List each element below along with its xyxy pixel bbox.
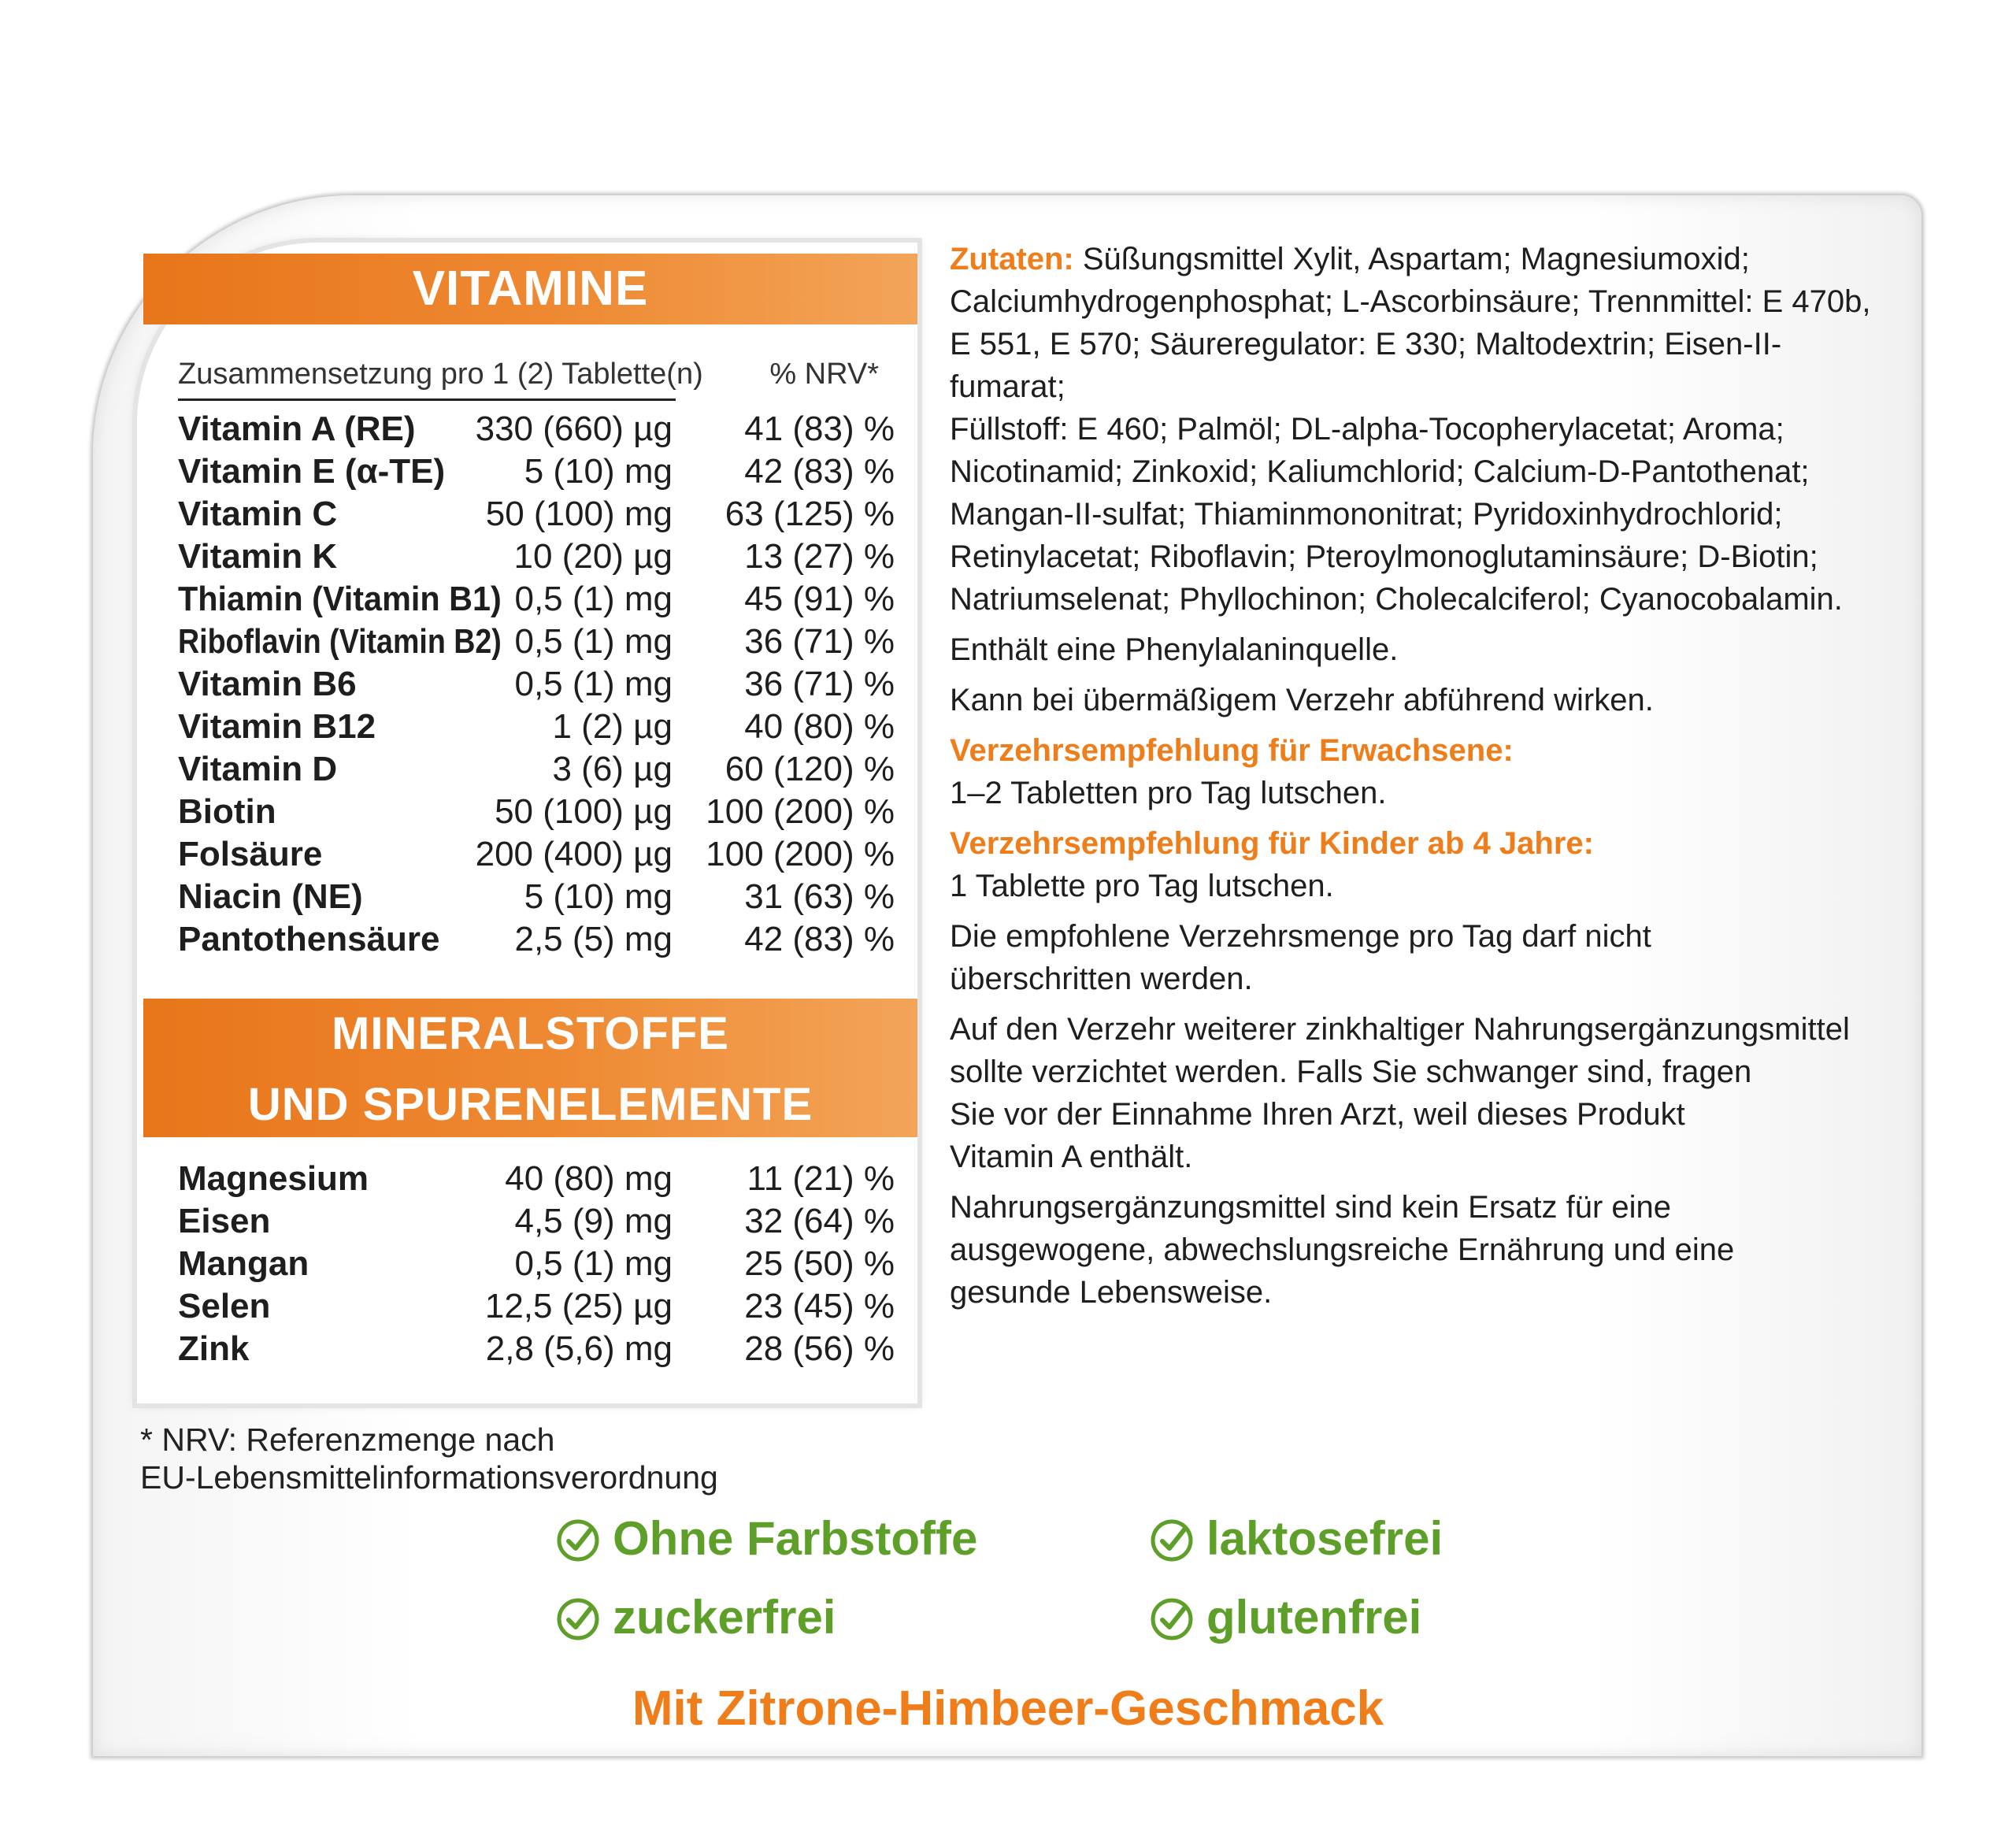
ingredients-line: Füllstoff: E 460; Palmöl; DL-alpha-Tocopherylacetat; Aroma; — [950, 412, 1784, 447]
nutrient-nrv: 41 (83) % — [744, 410, 895, 448]
nutrient-name: Mangan — [178, 1244, 309, 1283]
column-header-nrv: % NRV* — [769, 358, 879, 391]
ingredients-line: Natriumselenat; Phyllochinon; Cholecalciferol; Cyanocobalamin. — [950, 582, 1843, 617]
nutrient-nrv: 45 (91) % — [744, 580, 895, 618]
text-line: ausgewogene, abwechslungsreiche Ernährung und eine — [950, 1233, 1735, 1267]
mineralstoffe-heading-line2: UND SPURENELEMENTE — [247, 1079, 813, 1130]
nutrient-nrv: 63 (125) % — [724, 495, 895, 533]
text-line: überschritten werden. — [950, 962, 1253, 996]
nutrient-nrv: 42 (83) % — [744, 452, 895, 491]
mineral-row — [178, 1243, 895, 1285]
nutrient-name: Biotin — [178, 792, 276, 831]
vitamin-row — [178, 876, 895, 918]
nrv-footnote — [140, 1421, 718, 1496]
vitamin-row — [178, 621, 895, 663]
badge-label: laktosefrei — [1206, 1512, 1443, 1565]
nutrient-nrv: 42 (83) % — [744, 920, 895, 958]
text-line: gesunde Lebensweise. — [950, 1275, 1273, 1310]
nutrient-nrv: 36 (71) % — [744, 665, 895, 703]
ingredients-line: E 551, E 570; Säureregulator: E 330; Maltodextrin; Eisen-II-fumarat; — [950, 327, 1782, 404]
nutrient-amount: 10 (20) µg — [513, 537, 673, 576]
nutrient-nrv: 23 (45) % — [744, 1287, 895, 1325]
nutrient-name: Vitamin C — [178, 495, 338, 533]
nutrient-nrv: 32 (64) % — [744, 1202, 895, 1240]
nutrient-nrv: 100 (200) % — [706, 792, 895, 831]
vitamin-row — [178, 706, 895, 748]
dosage-limit-note — [950, 915, 1887, 1000]
badge-sugar-free — [556, 1588, 836, 1648]
nutrient-amount: 5 (10) mg — [524, 877, 673, 916]
ingredients-line: Retinylacetat; Riboflavin; Pteroylmonoglutaminsäure; D-Biotin; — [950, 539, 1818, 574]
footnote-line: * NRV: Referenzmenge nach — [140, 1422, 555, 1458]
badge-label: Ohne Farbstoffe — [613, 1512, 978, 1565]
nutrient-amount: 2,5 (5) mg — [514, 920, 673, 958]
nutrient-amount: 0,5 (1) mg — [514, 1244, 673, 1283]
nutrient-amount: 5 (10) mg — [524, 452, 673, 491]
check-circle-icon — [556, 1518, 600, 1562]
supplement-disclaimer — [950, 1186, 1887, 1314]
vitamin-row — [178, 578, 895, 621]
vitamin-row — [178, 748, 895, 791]
header-divider — [178, 398, 676, 401]
mineral-row — [178, 1285, 895, 1328]
text-line: sollte verzichtet werden. Falls Sie schwanger sind, fragen — [950, 1055, 1752, 1089]
vitamin-row — [178, 408, 895, 450]
nutrient-amount: 200 (400) µg — [475, 835, 673, 873]
nutrient-name: Vitamin D — [178, 750, 338, 788]
ingredients-line: Mangan-II-sulfat; Thiaminmononitrat; Pyridoxinhydrochlorid; — [950, 497, 1783, 532]
vitamin-row — [178, 918, 895, 961]
nutrient-name: Magnesium — [178, 1159, 369, 1198]
ingredients-label: Zutaten: — [950, 242, 1074, 276]
nutrient-nrv: 100 (200) % — [706, 835, 895, 873]
text-line: Auf den Verzehr weiterer zinkhaltiger Nahrungsergänzungsmittel — [950, 1012, 1850, 1047]
nutrient-nrv: 13 (27) % — [744, 537, 895, 576]
nutrient-name: Folsäure — [178, 835, 323, 873]
flavor-claim: Mit Zitrone-Himbeer-Geschmack — [632, 1681, 1384, 1736]
vitamin-row — [178, 493, 895, 536]
nutrient-amount: 0,5 (1) mg — [514, 622, 673, 661]
vitamin-row — [178, 833, 895, 876]
phenylalanine-note: Enthält eine Phenylalaninquelle. — [950, 632, 1399, 667]
vitamin-row — [178, 663, 895, 706]
text-line: Die empfohlene Verzehrsmenge pro Tag darf nicht — [950, 919, 1651, 954]
dosage-children-heading: Verzehrsempfehlung für Kinder ab 4 Jahre: — [950, 826, 1594, 861]
vitamin-row — [178, 536, 895, 578]
nutrient-amount: 0,5 (1) mg — [514, 580, 673, 618]
nutrient-name: Niacin (NE) — [178, 877, 363, 916]
badge-lactose-free — [1150, 1509, 1443, 1569]
nutrient-name: Vitamin B12 — [178, 707, 376, 746]
nutrient-amount: 1 (2) µg — [552, 707, 673, 746]
nutrient-nrv: 25 (50) % — [744, 1244, 895, 1283]
nutrient-name: Riboflavin (Vitamin B2) — [178, 622, 502, 661]
dosage-adults-heading: Verzehrsempfehlung für Erwachsene: — [950, 733, 1514, 768]
nutrient-amount: 0,5 (1) mg — [514, 665, 673, 703]
nutrient-amount: 2,8 (5,6) mg — [485, 1329, 673, 1368]
badge-label: zuckerfrei — [613, 1591, 836, 1644]
nutrient-nrv: 40 (80) % — [744, 707, 895, 746]
nutrient-name: Vitamin B6 — [178, 665, 357, 703]
nutrient-amount: 12,5 (25) µg — [484, 1287, 673, 1325]
nutrient-nrv: 11 (21) % — [747, 1159, 895, 1198]
dosage-children-text: 1 Tablette pro Tag lutschen. — [950, 869, 1334, 903]
badge-no-colorants — [556, 1509, 977, 1569]
badge-label: glutenfrei — [1206, 1591, 1422, 1644]
mineral-row — [178, 1158, 895, 1200]
text-line: Vitamin A enthält. — [950, 1140, 1193, 1174]
zinc-pregnancy-warning — [950, 1008, 1887, 1178]
mineral-row — [178, 1200, 895, 1243]
ingredients-line: Süßungsmittel Xylit, Aspartam; Magnesiumoxid; — [1073, 242, 1750, 276]
nutrient-name: Vitamin K — [178, 537, 338, 576]
nutrient-amount: 330 (660) µg — [475, 410, 673, 448]
footnote-line: EU-Lebensmittelinformationsverordnung — [140, 1459, 718, 1496]
nutrient-nrv: 36 (71) % — [744, 622, 895, 661]
nutrient-amount: 3 (6) µg — [552, 750, 673, 788]
nutrient-name: Selen — [178, 1287, 271, 1325]
nutrient-name: Pantothensäure — [178, 920, 440, 958]
dosage-adults-text: 1–2 Tabletten pro Tag lutschen. — [950, 776, 1387, 810]
nutrient-name: Thiamin (Vitamin B1) — [178, 580, 502, 618]
nutrient-amount: 50 (100) mg — [485, 495, 673, 533]
vitamine-heading: VITAMINE — [143, 254, 917, 324]
ingredients — [950, 238, 1887, 621]
nutrient-amount: 50 (100) µg — [495, 792, 673, 831]
nutrient-amount: 4,5 (9) mg — [514, 1202, 673, 1240]
nutrient-name: Vitamin E (α-TE) — [178, 452, 446, 491]
nutrient-name: Vitamin A (RE) — [178, 410, 416, 448]
ingredients-line: Calciumhydrogenphosphat; L-Ascorbinsäure; Trennmittel: E 470b, — [950, 284, 1871, 319]
vitamin-row — [178, 450, 895, 493]
nutrient-amount: 40 (80) mg — [505, 1159, 673, 1198]
mineralstoffe-heading-line1: MINERALSTOFFE — [332, 1008, 729, 1059]
column-header-composition: Zusammensetzung pro 1 (2) Tablette(n) — [178, 358, 703, 391]
check-circle-icon — [1150, 1597, 1194, 1641]
check-circle-icon — [556, 1597, 600, 1641]
nutrient-nrv: 60 (120) % — [724, 750, 895, 788]
nutrient-name: Eisen — [178, 1202, 271, 1240]
badge-gluten-free — [1150, 1588, 1421, 1648]
nutrient-name: Zink — [178, 1329, 250, 1368]
laxative-warning: Kann bei übermäßigem Verzehr abführend wirken. — [950, 683, 1654, 717]
ingredients-line: Nicotinamid; Zinkoxid; Kaliumchlorid; Calcium-D-Pantothenat; — [950, 454, 1810, 489]
text-line: Nahrungsergänzungsmittel sind kein Ersatz für eine — [950, 1190, 1672, 1225]
check-circle-icon — [1150, 1518, 1194, 1562]
mineral-row — [178, 1328, 895, 1370]
vitamin-row — [178, 791, 895, 833]
text-line: Sie vor der Einnahme Ihren Arzt, weil dieses Produkt — [950, 1097, 1685, 1132]
nutrient-nrv: 31 (63) % — [744, 877, 895, 916]
product-information — [950, 238, 1887, 1321]
mineralstoffe-heading — [143, 999, 917, 1137]
nutrient-nrv: 28 (56) % — [744, 1329, 895, 1368]
column-header — [178, 353, 895, 395]
